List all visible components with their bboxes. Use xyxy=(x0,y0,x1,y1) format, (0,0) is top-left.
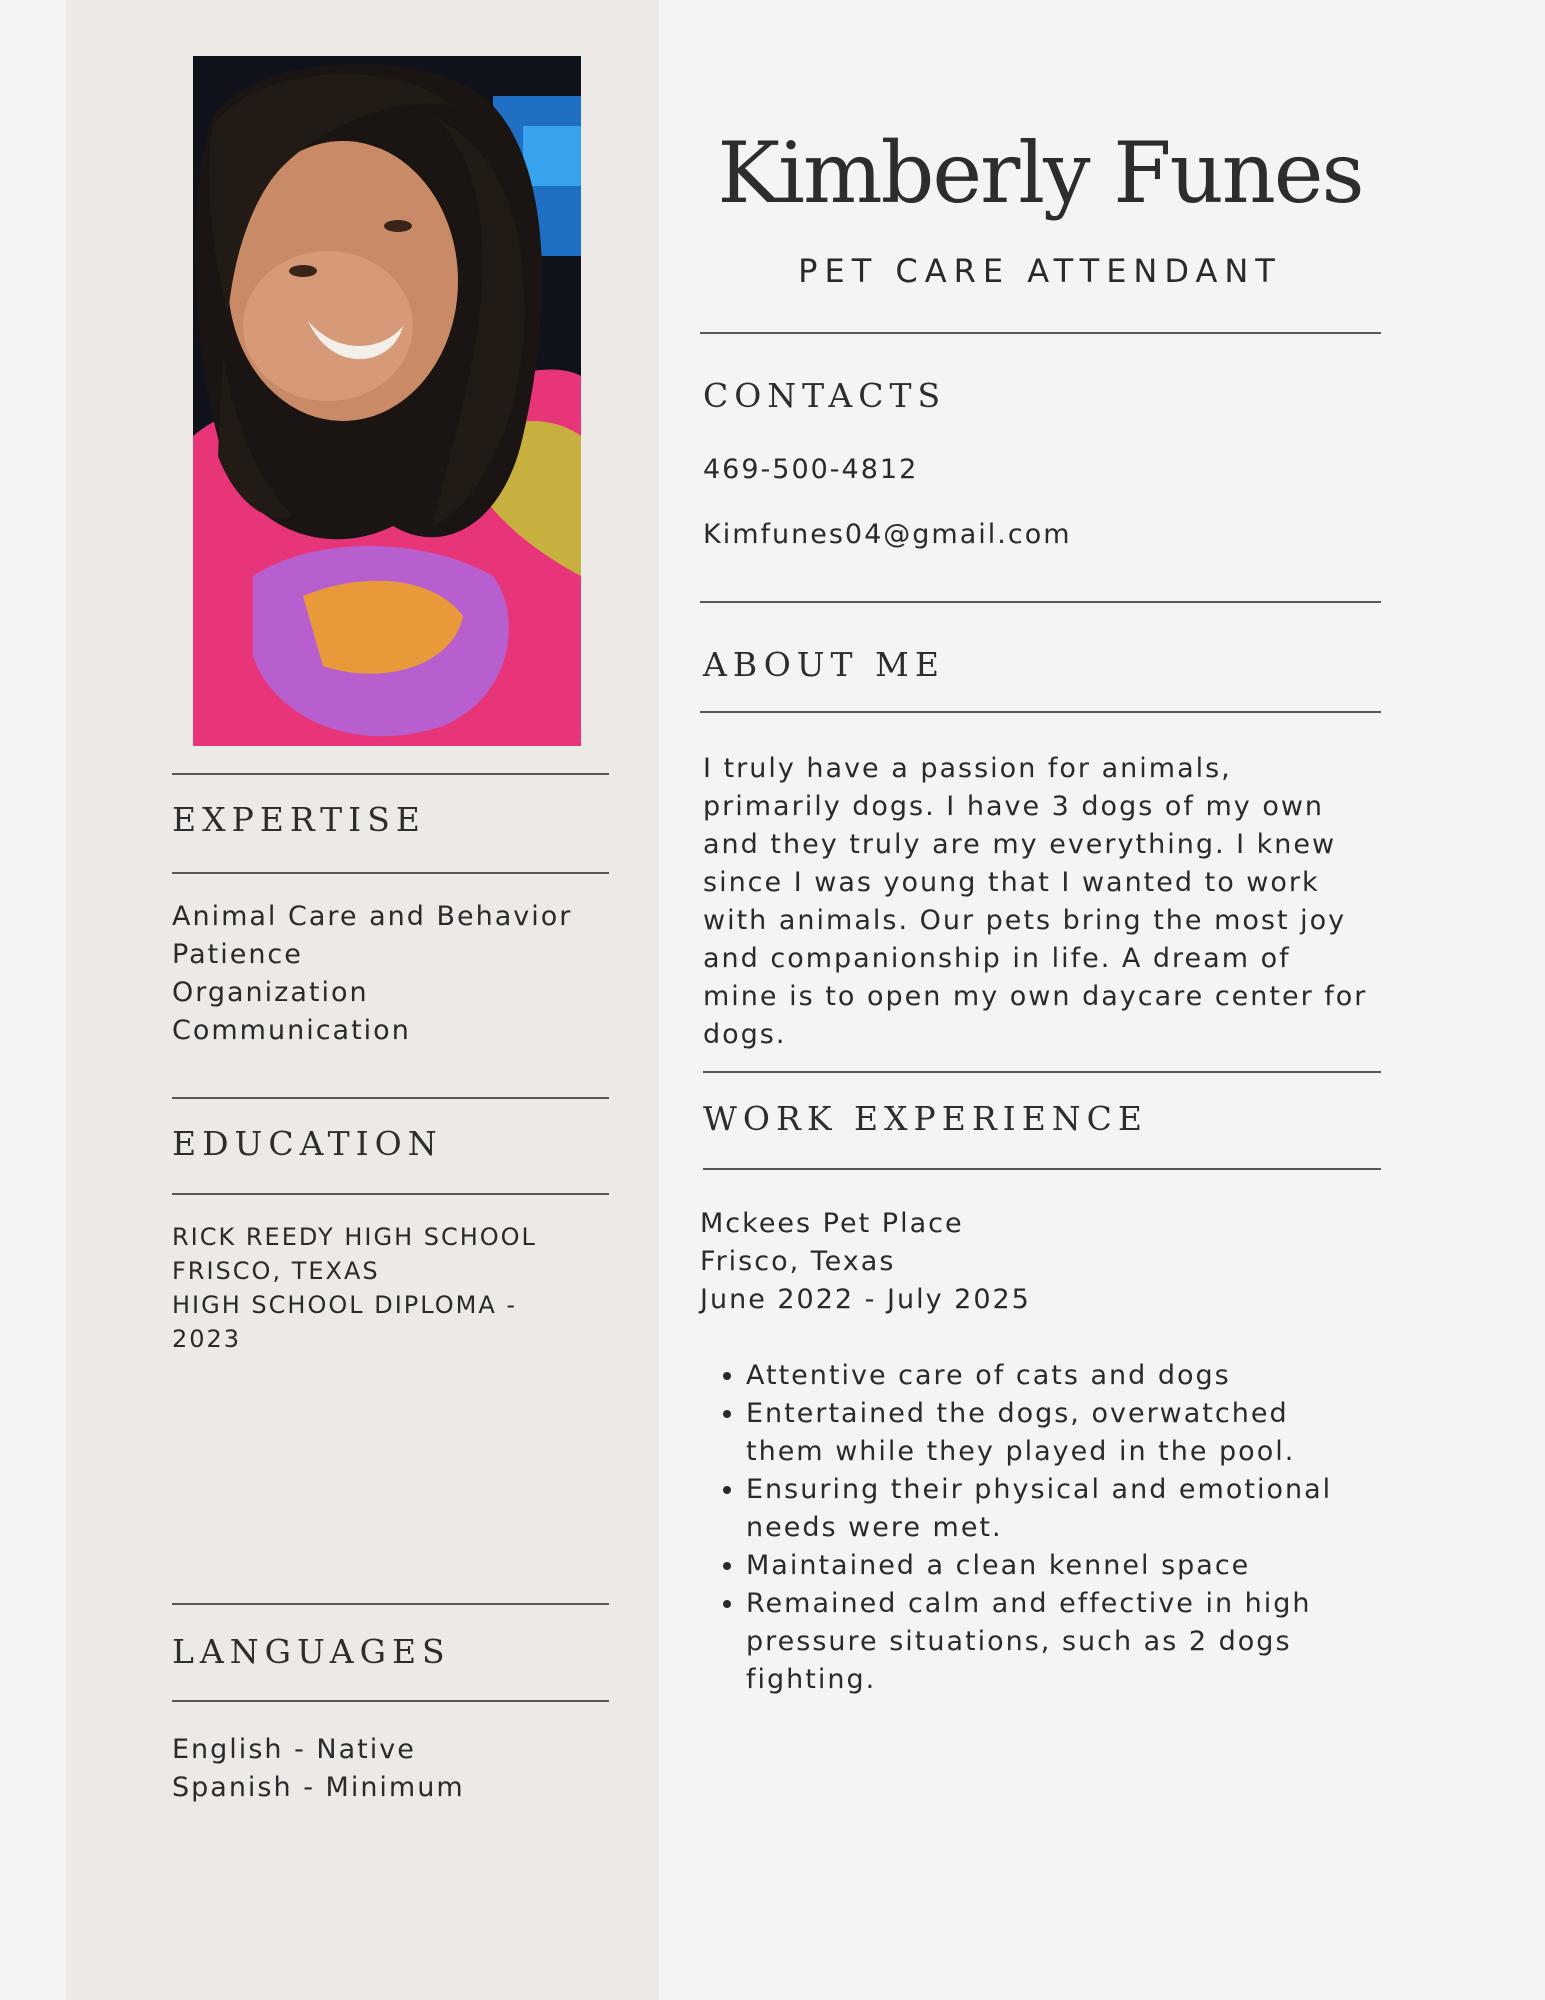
profile-photo xyxy=(193,56,581,746)
divider xyxy=(172,773,609,775)
education-line: 2023 xyxy=(172,1325,242,1353)
responsibility-line: needs were met. xyxy=(746,1512,1003,1543)
about-line: since I was young that I wanted to work xyxy=(703,867,1320,898)
education-line: RICK REEDY HIGH SCHOOL xyxy=(172,1223,537,1251)
job-responsibilities xyxy=(700,1357,1446,1699)
work-experience-heading: WORK EXPERIENCE xyxy=(703,1099,1149,1138)
language-item: English - Native xyxy=(172,1734,416,1765)
responsibility-item xyxy=(746,1395,1446,1471)
education-line: HIGH SCHOOL DIPLOMA - xyxy=(172,1291,518,1319)
email-address: Kimfunes04@gmail.com xyxy=(703,519,1072,550)
portrait-illustration xyxy=(193,56,581,746)
responsibility-line: pressure situations, such as 2 dogs xyxy=(746,1626,1292,1657)
about-heading: ABOUT ME xyxy=(703,645,945,684)
responsibility-line: them while they played in the pool. xyxy=(746,1436,1296,1467)
about-text xyxy=(703,750,1367,1054)
languages-heading: LANGUAGES xyxy=(172,1632,451,1671)
responsibility-item xyxy=(746,1357,1446,1395)
languages-list xyxy=(172,1731,465,1807)
responsibility-item xyxy=(746,1547,1446,1585)
divider xyxy=(700,601,1381,603)
about-line: I truly have a passion for animals, xyxy=(703,753,1232,784)
responsibility-item xyxy=(746,1471,1446,1547)
divider xyxy=(700,711,1381,713)
divider xyxy=(700,332,1381,334)
responsibility-line: fighting. xyxy=(746,1664,877,1695)
expertise-item: Organization xyxy=(172,977,369,1008)
divider xyxy=(703,1168,1381,1170)
about-line: and they truly are my everything. I knew xyxy=(703,829,1337,860)
responsibility-line: • Entertained the dogs, overwatched xyxy=(746,1398,1289,1429)
responsibility-line: • Attentive care of cats and dogs xyxy=(746,1360,1231,1391)
responsibility-item xyxy=(746,1585,1446,1699)
about-line: with animals. Our pets bring the most joy xyxy=(703,905,1347,936)
about-line: mine is to open my own daycare center for xyxy=(703,981,1368,1012)
divider xyxy=(172,1193,609,1195)
divider xyxy=(172,872,609,874)
education-line: FRISCO, TEXAS xyxy=(172,1257,380,1285)
candidate-name: Kimberly Funes xyxy=(717,124,1363,222)
divider xyxy=(703,1071,1381,1073)
company-name: Mckees Pet Place xyxy=(700,1208,964,1239)
responsibility-line: • Ensuring their physical and emotional xyxy=(746,1474,1333,1505)
contacts-heading: CONTACTS xyxy=(703,376,947,415)
expertise-item: Animal Care and Behavior xyxy=(172,901,573,932)
about-line: dogs. xyxy=(703,1019,787,1050)
expertise-heading: EXPERTISE xyxy=(172,800,426,839)
responsibility-line: • Maintained a clean kennel space xyxy=(746,1550,1251,1581)
job-title: PET CARE ATTENDANT xyxy=(798,252,1282,290)
education-heading: EDUCATION xyxy=(172,1124,443,1163)
job-dates: June 2022 - July 2025 xyxy=(700,1284,1031,1315)
phone-number: 469-500-4812 xyxy=(703,454,919,485)
expertise-list xyxy=(172,898,572,1050)
education-details xyxy=(172,1220,537,1356)
responsibility-line: • Remained calm and effective in high xyxy=(746,1588,1312,1619)
about-line: primarily dogs. I have 3 dogs of my own xyxy=(703,791,1325,822)
divider xyxy=(172,1700,609,1702)
expertise-item: Patience xyxy=(172,939,303,970)
expertise-item: Communication xyxy=(172,1015,411,1046)
divider xyxy=(172,1097,609,1099)
job-details xyxy=(700,1205,1031,1319)
job-location: Frisco, Texas xyxy=(700,1246,896,1277)
about-line: and companionship in life. A dream of xyxy=(703,943,1291,974)
divider xyxy=(172,1603,609,1605)
language-item: Spanish - Minimum xyxy=(172,1772,465,1803)
